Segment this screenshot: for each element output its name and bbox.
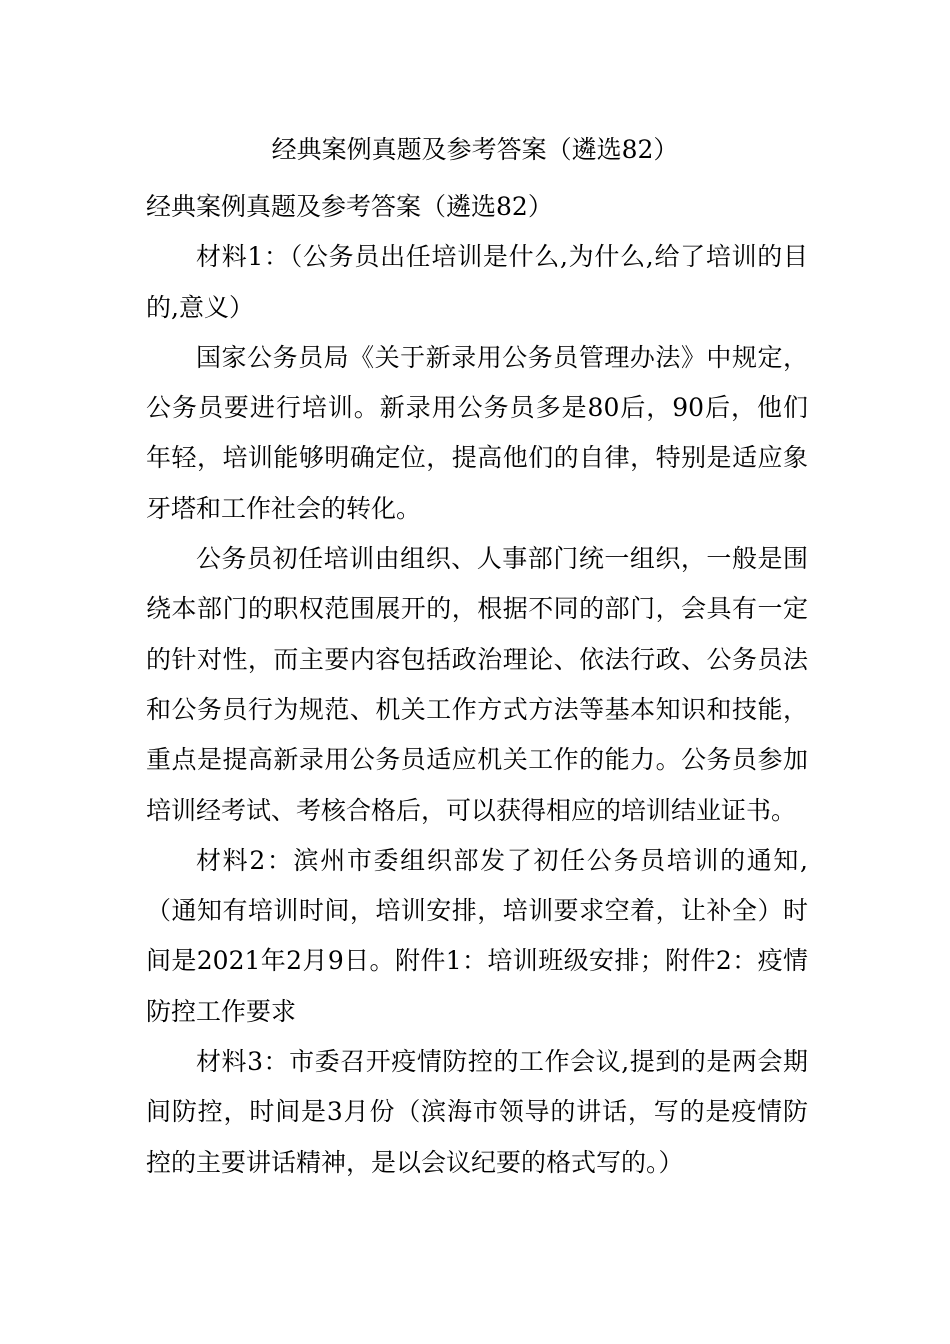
document-body <box>146 182 808 1188</box>
document-subtitle: 经典案例真题及参考答案（遴选82） <box>146 192 553 221</box>
paragraph-material-3: 材料3：市委召开疫情防控的工作会议,提到的是两会期间防控，时间是3月份（滨海市领导的讲话，写的是疫情防控的主要讲话精神，是以会议纪要的格式写的。） <box>146 1047 808 1177</box>
paragraph-material-1: 材料1：（公务员出任培训是什么,为什么,给了培训的目的,意义） <box>146 242 808 322</box>
paragraph-training-content: 公务员初任培训由组织、人事部门统一组织，一般是围绕本部门的职权范围展开的，根据不同的部门，会具有一定的针对性，而主要内容包括政治理论、依法行政、公务员法和公务员行为规范、机关工作方式方法等基本知识和技能，重点是提高新录用公务员适应机关工作的能力。公务员参加培训经考试、考核合格后，可以获得相应的培训结业证书。 <box>146 544 808 825</box>
paragraph-material-2: 材料2：滨州市委组织部发了初任公务员培训的通知,（通知有培训时间，培训安排，培训要求空着，让补全）时间是2021年2月9日。附件1：培训班级安排；附件2：疫情防控工作要求 <box>146 845 808 1026</box>
paragraph-regulation: 国家公务员局《关于新录用公务员管理办法》中规定，公务员要进行培训。新录用公务员多是80后，90后，他们年轻，培训能够明确定位，提高他们的自律，特别是适应象牙塔和工作社会的转化。 <box>146 342 808 523</box>
document-title: 经典案例真题及参考答案（遴选82） <box>271 135 679 164</box>
